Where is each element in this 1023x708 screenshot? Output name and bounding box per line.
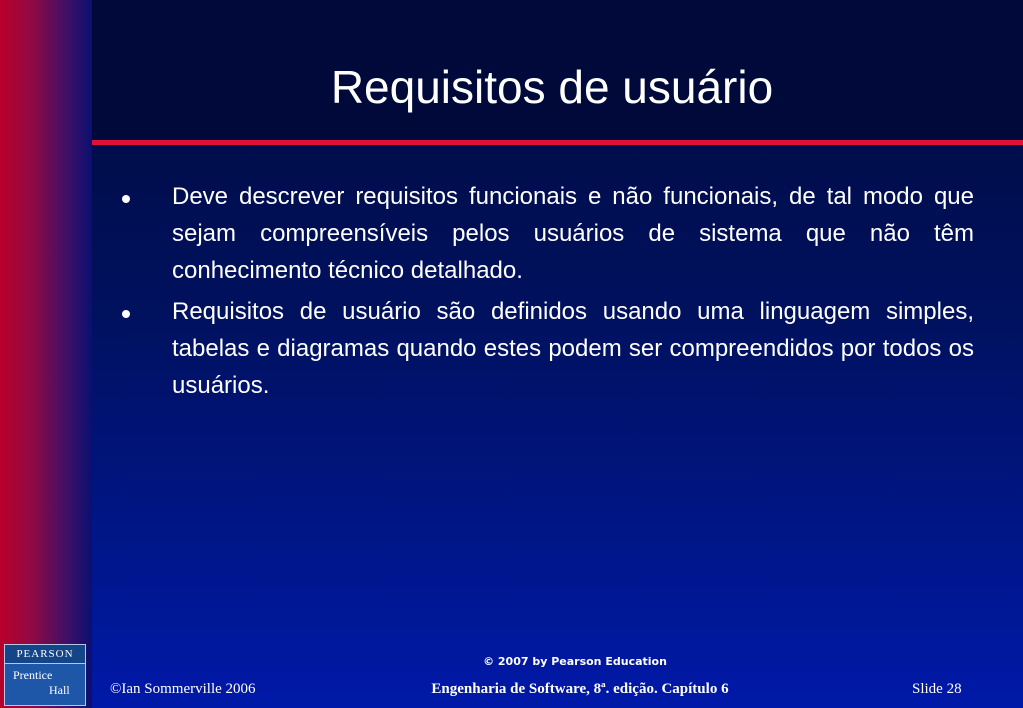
- bullet-text: Deve descrever requisitos funcionais e não funcionais, de tal modo que sejam compreensíveis pelos usuários de sistema que não têm conhecimento técnico detalhado.: [172, 183, 974, 284]
- title-divider: [92, 140, 1023, 145]
- bullet-dot-icon: [122, 310, 130, 318]
- pearson-prentice-hall-logo: [4, 644, 86, 706]
- bullet-item: [118, 293, 974, 404]
- logo-line1-text: Prentice: [13, 668, 53, 682]
- bullet-item: [118, 178, 974, 289]
- left-gradient-band: [0, 0, 92, 708]
- slide-number: Slide 28: [912, 681, 962, 697]
- book-title: Engenharia de Software, 8ª. edição. Capítulo 6: [431, 681, 729, 697]
- bullet-list: [118, 178, 974, 408]
- pearson-copyright: © 2007 by Pearson Education: [483, 655, 667, 668]
- slide-title: Requisitos de usuário: [330, 61, 774, 113]
- logo-top-text: PEARSON: [5, 645, 85, 664]
- bullet-dot-icon: [122, 195, 130, 203]
- author-copyright: ©Ian Sommerville 2006: [110, 681, 256, 697]
- bullet-text: Requisitos de usuário são definidos usando uma linguagem simples, tabelas e diagramas quando estes podem ser compreendidos por todos os usuários.: [172, 298, 974, 399]
- logo-line2-text: Hall: [49, 683, 70, 697]
